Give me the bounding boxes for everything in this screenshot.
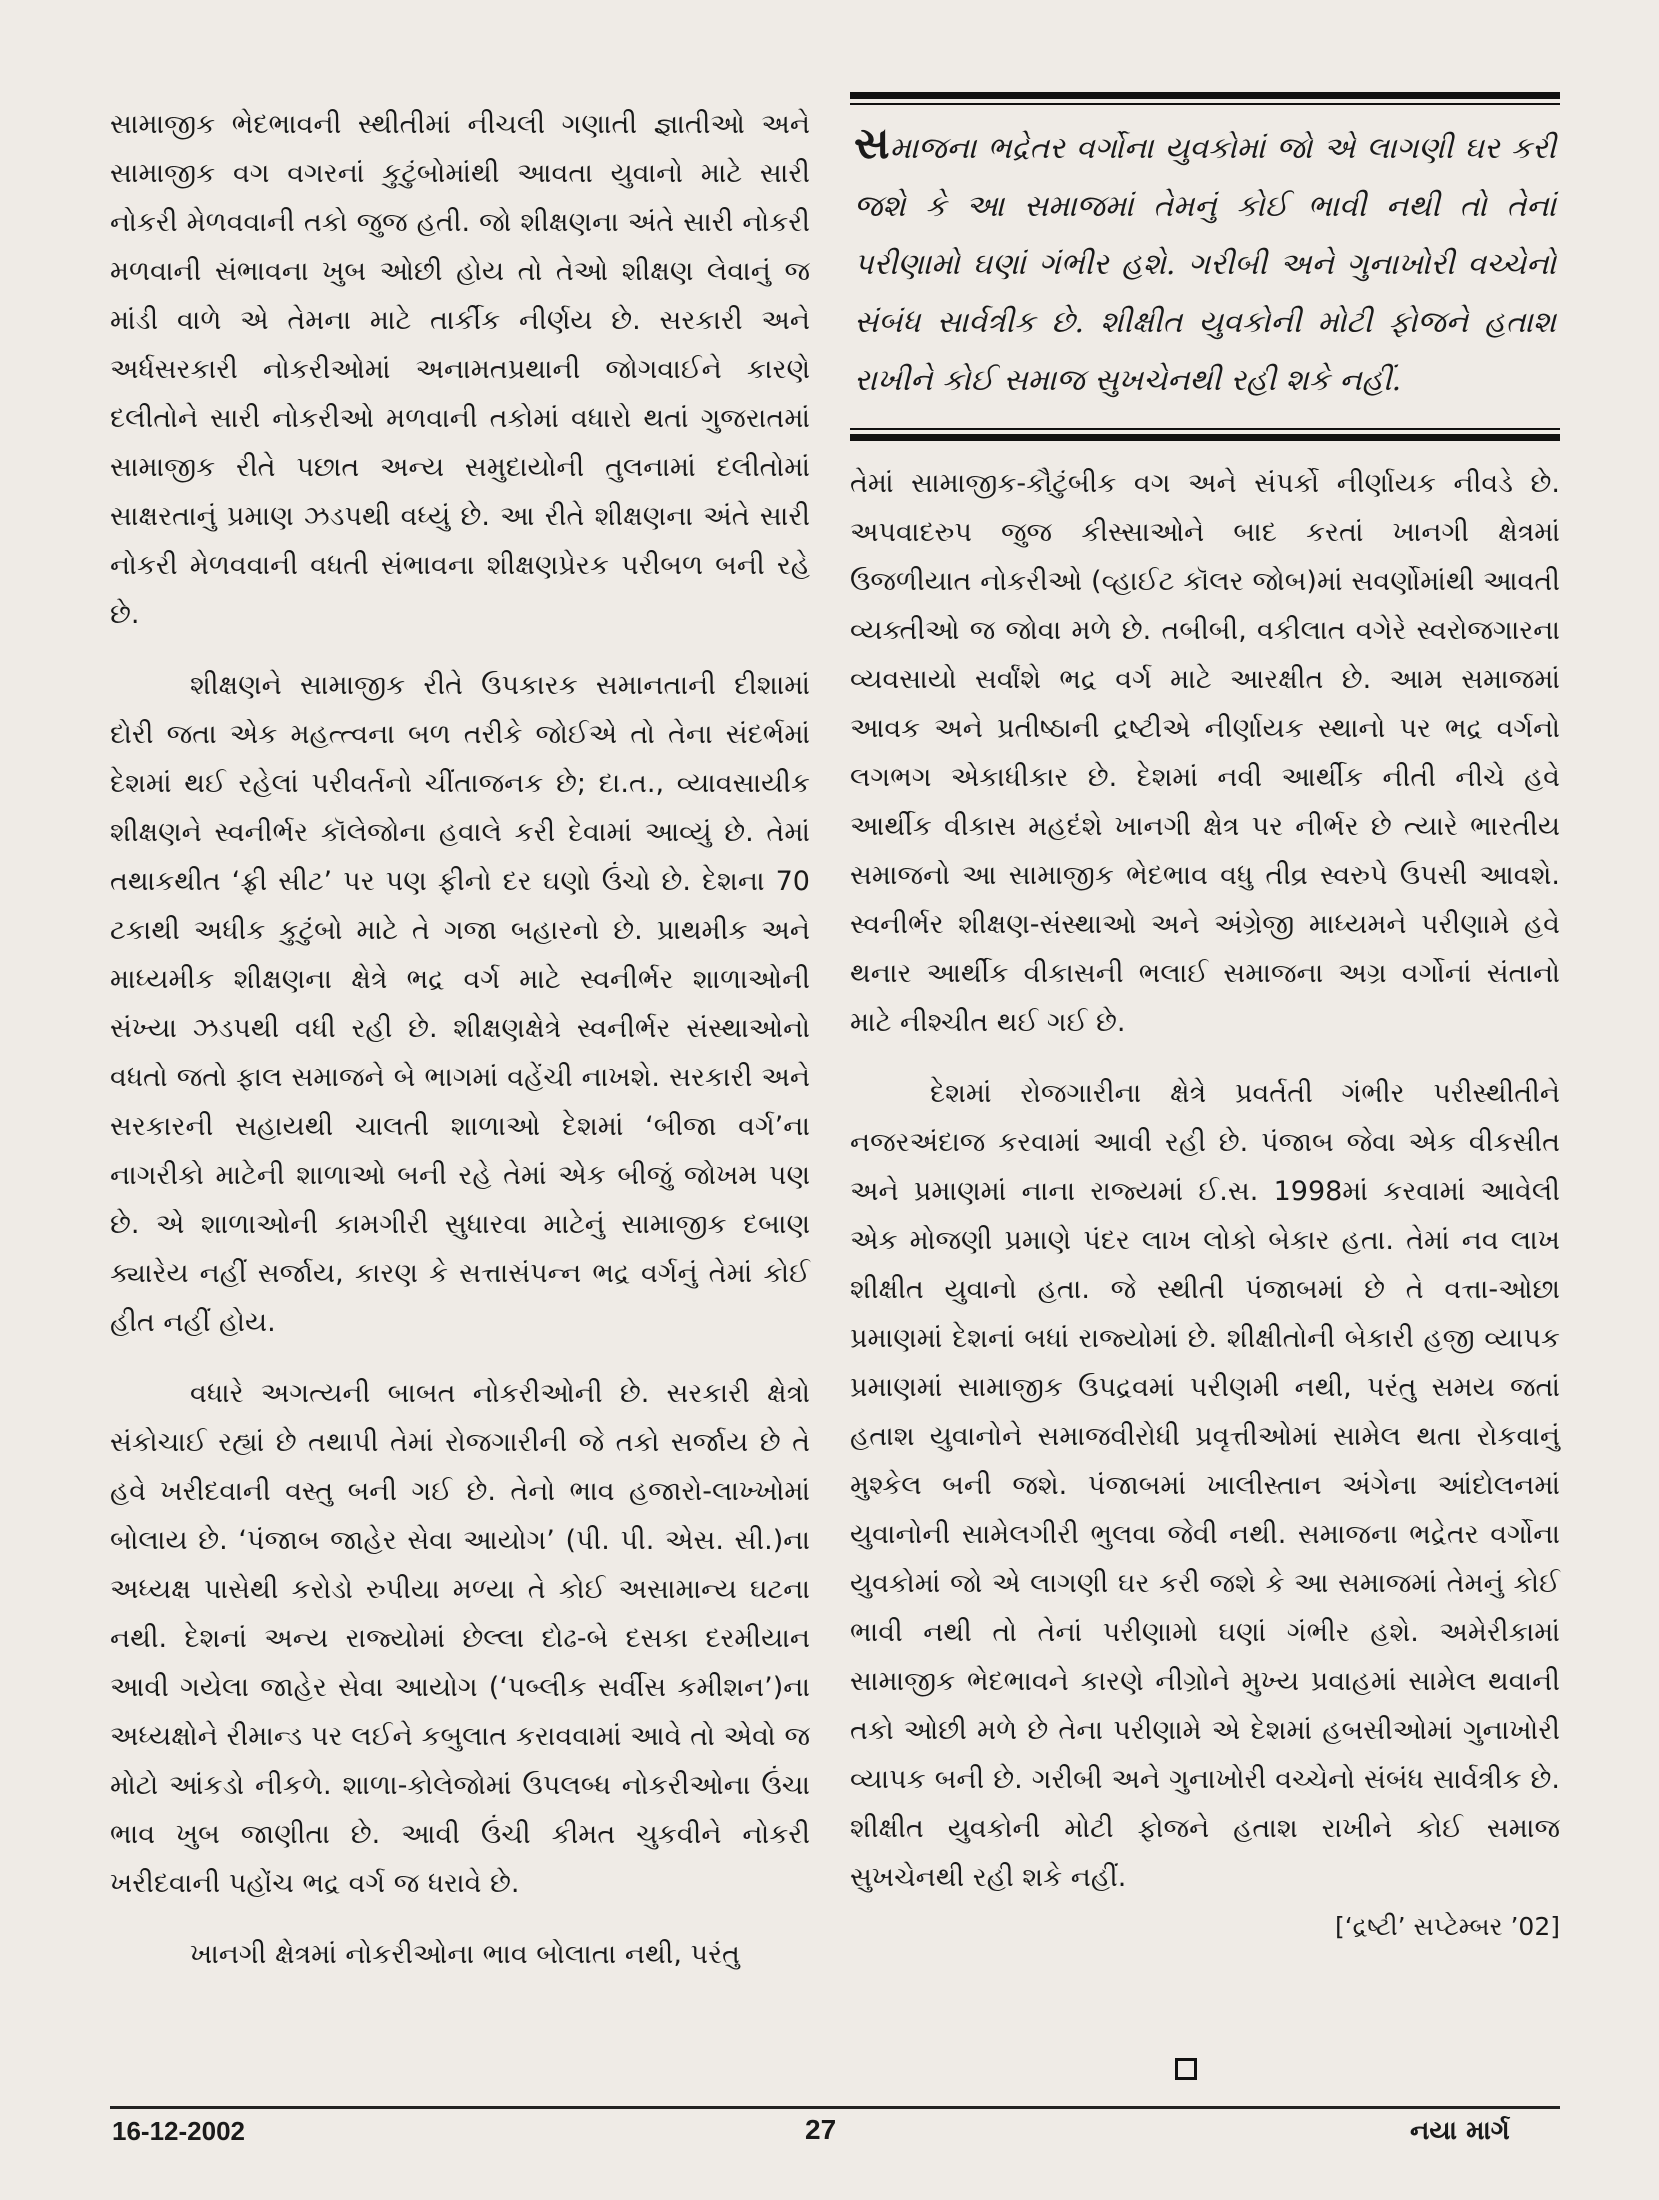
pullquote-rule-top (850, 92, 1560, 99)
footer-rule (110, 2106, 1560, 2109)
magazine-name: નયા માર્ગ (1410, 2116, 1510, 2146)
source-citation: [‘દ્રષ્ટી’ સપ્ટેમ્બર ’02] (1334, 1912, 1560, 1941)
left-paragraph-4: ખાનગી ક્ષેત્રમાં નોકરીઓના ભાવ બોલાતા નથી, પરંતુ (190, 1939, 740, 1970)
left-paragraph-3: વધારે અગત્યની બાબત નોકરીઓની છે. સરકારી ક્ષેત્રો સંકોચાઈ રહ્યાં છે તથાપી તેમાં રોજગારીની જે તકો સર્જાય છે તે હવે ખરીદવાની વસ્તુ બની ગઈ છે. તેનો ભાવ હજારો-લાખ્ખોમાં બોલાય છે. ‘પંજાબ જાહેર સેવા આયોગ’ (પી. પી. એસ. સી.)ના અધ્યક્ષ પાસેથી કરોડો રુપીયા મળ્યા તે કોઈ અસામાન્ય ઘટના નથી. દેશનાં અન્ય રાજ્યોમાં છેલ્લા દોઢ-બે દસકા દરમીયાન આવી ગયેલા જાહેર સેવા આયોગ (‘પબ્લીક સર્વીસ કમીશન’)ના અધ્યક્ષોને રીમાન્ડ પર લઈને કબુલાત કરાવવામાં આવે તો એવો જ મોટો આંકડો નીકળે. શાળા-કોલેજોમાં ઉપલબ્ધ નોકરીઓના ઉંચા ભાવ ખુબ જાણીતા છે. આવી ઉંચી કીમત ચુકવીને નોકરી ખરીદવાની પહોંચ ભદ્ર વર્ગ જ ધરાવે છે. (110, 1378, 810, 1899)
page-number: 27 (805, 2114, 837, 2145)
left-column (110, 100, 810, 1979)
right-paragraph-2-text: દેશમાં રોજગારીના ક્ષેત્રે પ્રવર્તતી ગંભીર પરીસ્થીતીને નજરઅંદાજ કરવામાં આવી રહી છે. પંજાબ જેવા એક વીકસીત અને પ્રમાણમાં નાના રાજ્યમાં ઈ.સ. 1998માં કરવામાં આવેલી એક મોજણી પ્રમાણે પંદર લાખ લોકો બેકાર હતા. તેમાં નવ લાખ શીક્ષીત યુવાનો હતા. જે સ્થીતી પંજાબમાં છે તે વત્તા-ઓછા પ્રમાણમાં દેશનાં બધાં રાજ્યોમાં છે. શીક્ષીતોની બેકારી હજી વ્યાપક પ્રમાણમાં સામાજીક ઉપદ્રવમાં પરીણમી નથી, પરંતુ સમય જતાં હતાશ યુવાનોને સમાજવીરોધી પ્રવૃત્તીઓમાં સામેલ થતા રોકવાનું મુશ્કેલ બની જશે. પંજાબમાં ખાલીસ્તાન અંગેના આંદોલનમાં યુવાનોની સામેલગીરી ભુલવા જેવી નથી. સમાજના ભદ્રેતર વર્ગોના યુવકોમાં જો એ લાગણી ઘર કરી જશે કે આ સમાજમાં તેમનું કોઈ ભાવી નથી તો તેનાં પરીણામો ઘણાં ગંભીર હશે. અમેરીકામાં સામાજીક ભેદભાવને કારણે નીગ્રોને મુખ્ય પ્રવાહમાં સામેલ થવાની તકો ઓછી મળે છે તેના પરીણામે એ દેશમાં હબસીઓમાં ગુનાખોરી વ્યાપક બની છે. ગરીબી અને ગુનાખોરી વચ્ચેનો સંબંધ સાર્વત્રીક છે. શીક્ષીત યુવકોની મોટી ફોજને હતાશ રાખીને કોઈ સમાજ સુખચેનથી રહી શકે નહીં. (850, 1078, 1560, 1893)
pullquote-rule-bottom (850, 434, 1560, 441)
left-paragraph-1: સામાજીક ભેદભાવની સ્થીતીમાં નીચલી ગણાતી જ્ઞાતીઓ અને સામાજીક વગ વગરનાં કુટુંબોમાંથી આવતા યુવાનો માટે સારી નોકરી મેળવવાની તકો જુજ હતી. જો શીક્ષણના અંતે સારી નોકરી મળવાની સંભાવના ખુબ ઓછી હોય તો તેઓ શીક્ષણ લેવાનું જ માંડી વાળે એ તેમના માટે તાર્કીક નીર્ણય છે. સરકારી અને અર્ધસરકારી નોકરીઓમાં અનામતપ્રથાની જોગવાઈને કારણે દલીતોને સારી નોકરીઓ મળવાની તકોમાં વધારો થતાં ગુજરાતમાં સામાજીક રીતે પછાત અન્ય સમુદાયોની તુલનામાં દલીતોમાં સાક્ષરતાનું પ્રમાણ ઝડપથી વધ્યું છે. આ રીતે શીક્ષણના અંતે સારી નોકરી મેળવવાની વધતી સંભાવના શીક્ષણપ્રેરક પરીબળ બની રહે છે. (110, 109, 810, 630)
footer-date: 16-12-2002 (112, 2116, 245, 2146)
left-paragraph-2: શીક્ષણને સામાજીક રીતે ઉપકારક સમાનતાની દીશામાં દોરી જતા એક મહત્ત્વના બળ તરીકે જોઈએ તો તેના સંદર્ભમાં દેશમાં થઈ રહેલાં પરીવર્તનો ચીંતાજનક છે; દા.ત., વ્યાવસાયીક શીક્ષણને સ્વનીર્ભર કૉલેજોના હવાલે કરી દેવામાં આવ્યું છે. તેમાં તથાકથીત ‘ફ્રી સીટ’ પર પણ ફીનો દર ઘણો ઉંચો છે. દેશના 70 ટકાથી અધીક કુટુંબો માટે તે ગજા બહારનો છે. પ્રાથમીક અને માધ્યમીક શીક્ષણના ક્ષેત્રે ભદ્ર વર્ગ માટે સ્વનીર્ભર શાળાઓની સંખ્યા ઝડપથી વધી રહી છે. શીક્ષણક્ષેત્રે સ્વનીર્ભર સંસ્થાઓનો વધતો જતો ફાલ સમાજને બે ભાગમાં વહેંચી નાખશે. સરકારી અને સરકારની સહાયથી ચાલતી શાળાઓ દેશમાં ‘બીજા વર્ગ’ના નાગરીકો માટેની શાળાઓ બની રહે તેમાં એક બીજું જોખમ પણ છે. એ શાળાઓની કામગીરી સુધારવા માટેનું સામાજીક દબાણ ક્યારેય નહીં સર્જાય, કારણ કે સત્તાસંપન્ન ભદ્ર વર્ગનું તેમાં કોઈ હીત નહીં હોય. (110, 670, 810, 1338)
pullquote-dropcap: સ (854, 118, 890, 169)
right-paragraph-2 (850, 1069, 1560, 1902)
end-of-article-box-icon (1175, 2058, 1197, 2080)
pullquote-text: માજના ભદ્રેતર વર્ગોના યુવકોમાં જો એ લાગણી ઘર કરી જશે કે આ સમાજમાં તેમનું કોઈ ભાવી નથી તો તેનાં પરીણામો ઘણાં ગંભીર હશે. ગરીબી અને ગુનાખોરી વચ્ચેનો સંબંધ સાર્વત્રીક છે. શીક્ષીત યુવકોની મોટી ફોજને હતાશ રાખીને કોઈ સમાજ સુખચેનથી રહી શકે નહીં. (854, 131, 1556, 398)
pullquote-box (850, 92, 1560, 441)
right-column (850, 92, 1560, 1951)
pullquote-rule-bottom-thin (850, 428, 1560, 430)
right-paragraph-1: તેમાં સામાજીક-કૌટુંબીક વગ અને સંપર્કો નીર્ણાયક નીવડે છે. અપવાદરુપ જુજ કીસ્સાઓને બાદ કરતાં ખાનગી ક્ષેત્રમાં ઉજળીયાત નોકરીઓ (વ્હાઈટ કૉલર જોબ)માં સવર્ણોમાંથી આવતી વ્યક્તીઓ જ જોવા મળે છે. તબીબી, વકીલાત વગેરે સ્વરોજગારના વ્યવસાયો સર્વાંશે ભદ્ર વર્ગ માટે આરક્ષીત છે. આમ સમાજમાં આવક અને પ્રતીષ્ઠાની દ્રષ્ટીએ નીર્ણાયક સ્થાનો પર ભદ્ર વર્ગનો લગભગ એકાધીકાર છે. દેશમાં નવી આર્થીક નીતી નીચે હવે આર્થીક વીકાસ મહદંશે ખાનગી ક્ષેત્ર પર નીર્ભર છે ત્યારે ભારતીય સમાજનો આ સામાજીક ભેદભાવ વધુ તીવ્ર સ્વરુપે ઉપસી આવશે. સ્વનીર્ભર શીક્ષણ-સંસ્થાઓ અને અંગ્રેજી માધ્યમને પરીણામે હવે થનાર આર્થીક વીકાસની ભલાઈ સમાજના અગ્ર વર્ગોનાં સંતાનો માટે નીશ્ચીત થઈ ગઈ છે. (850, 468, 1560, 1038)
pullquote (850, 105, 1560, 422)
